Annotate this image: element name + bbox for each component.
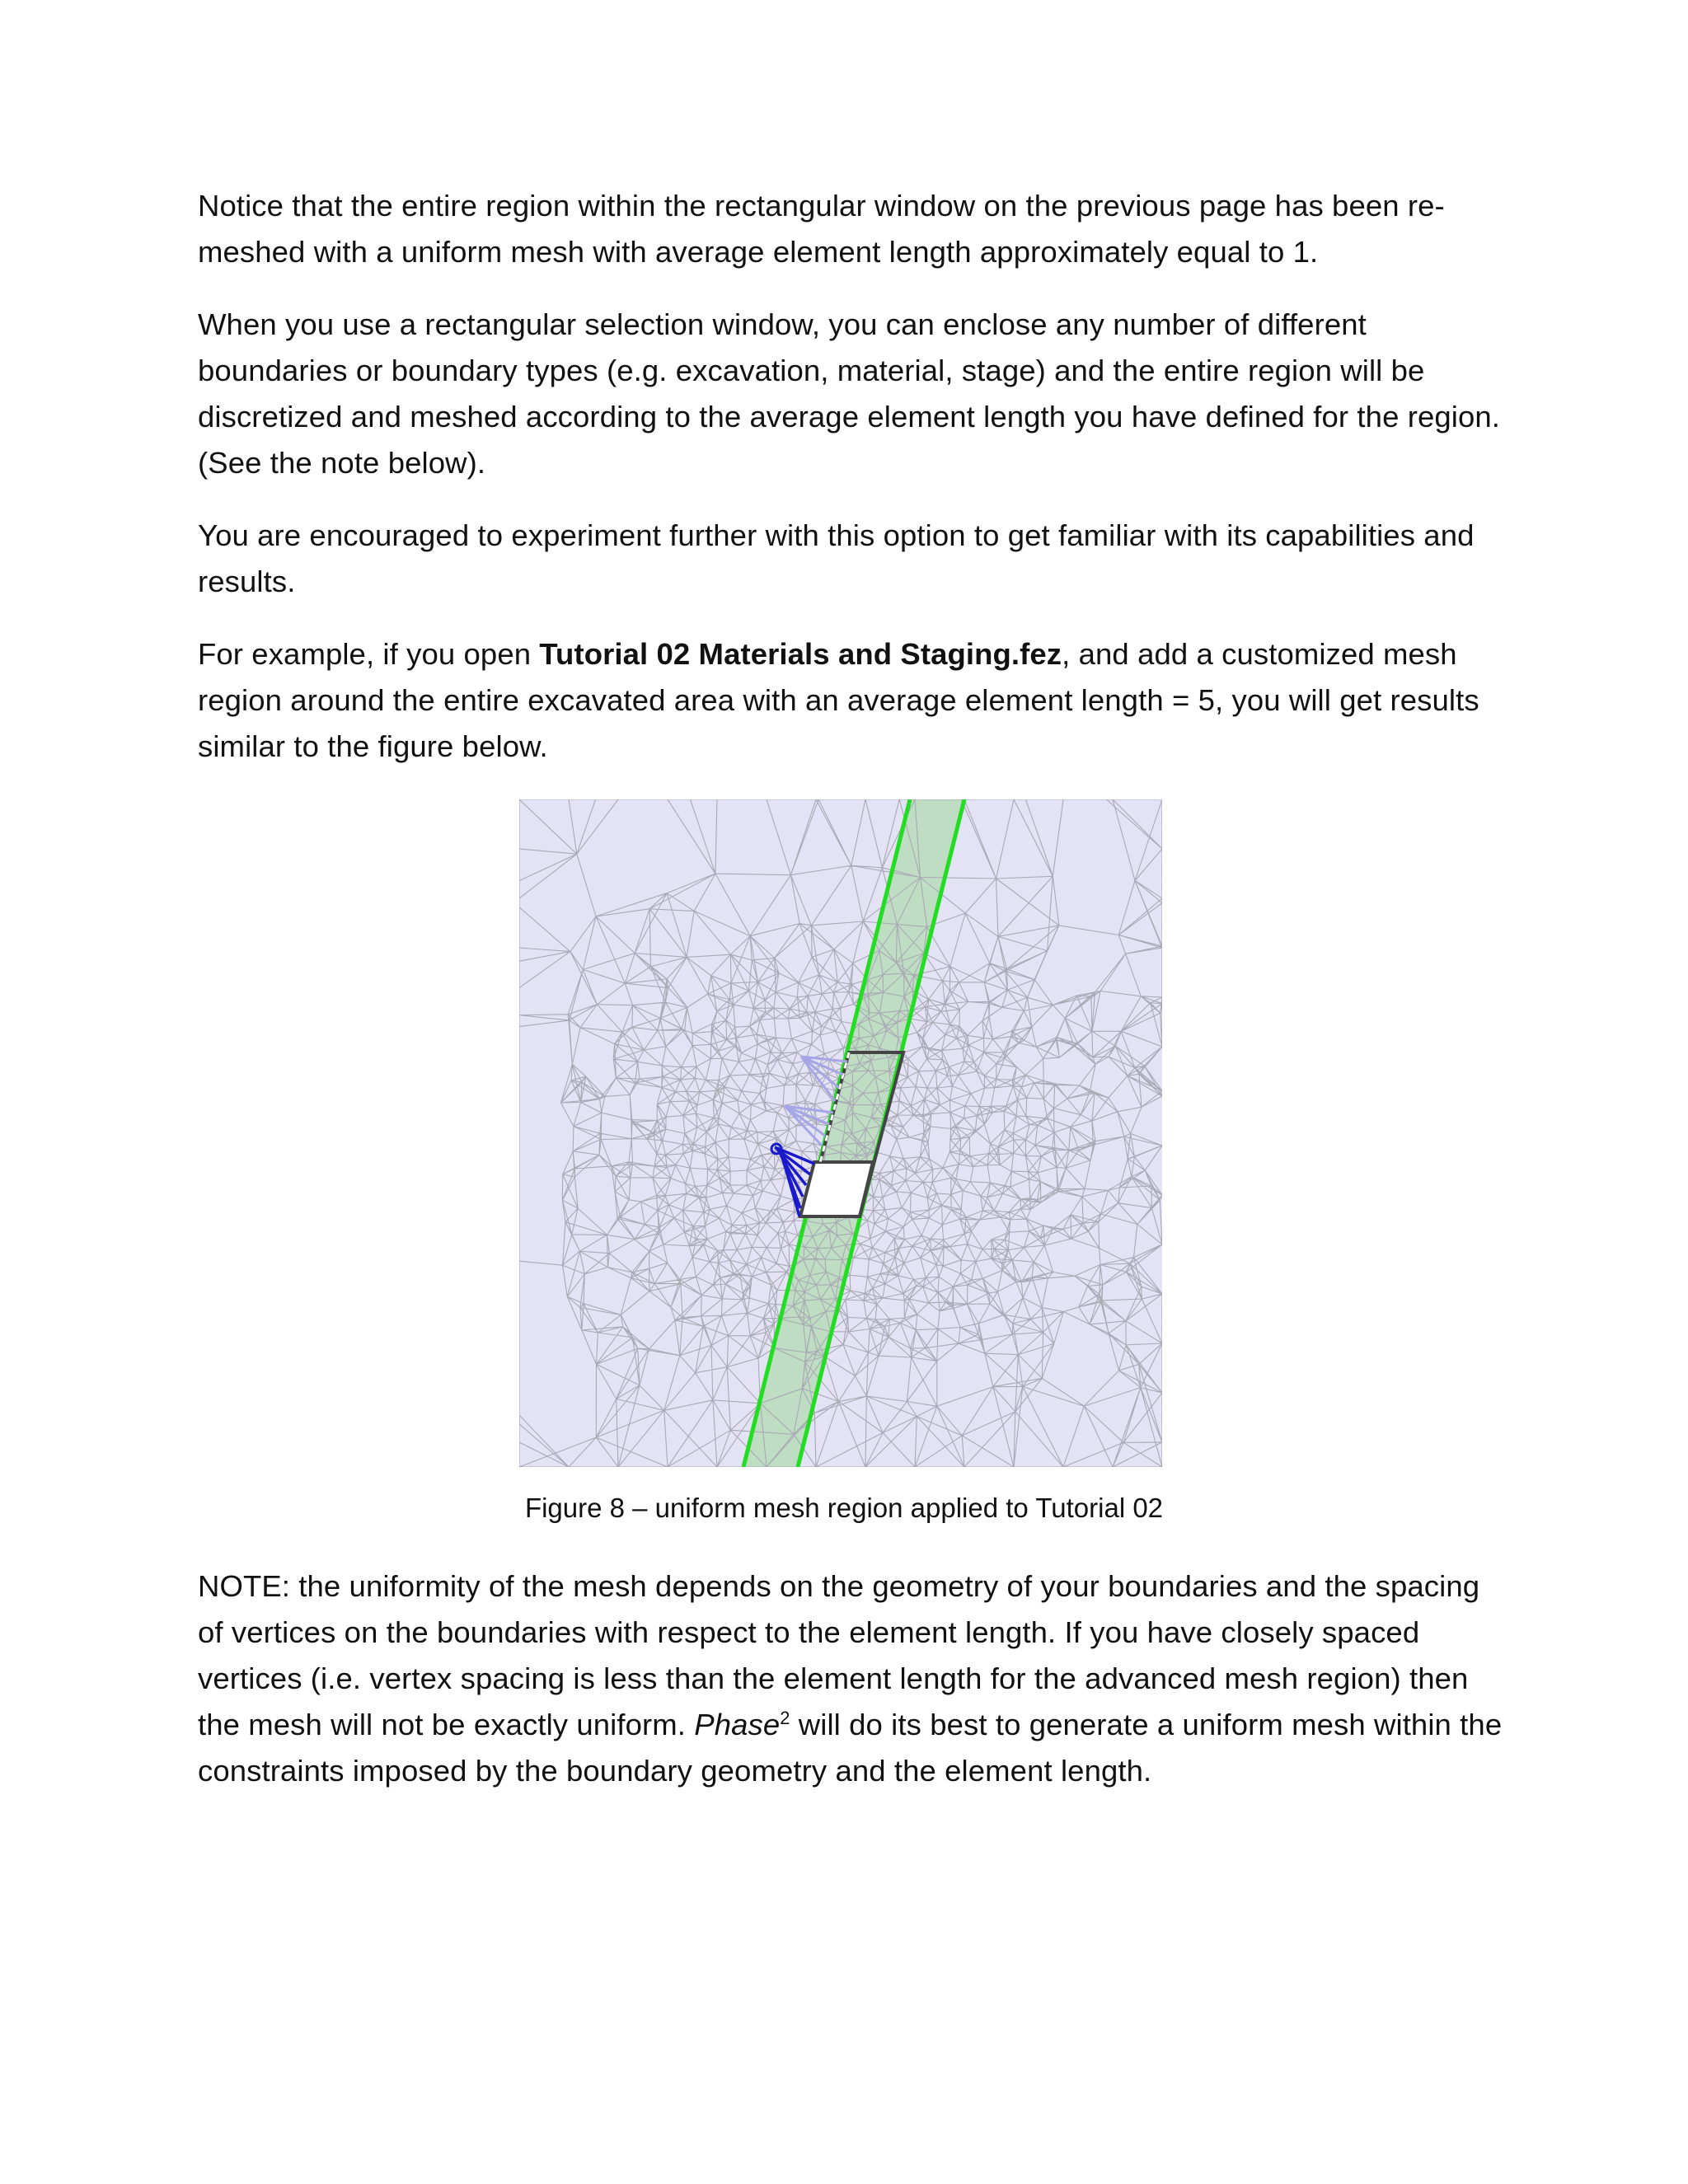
note-text-end: will do its best to generate a uniform mesh within the constraints imposed by the boundary geometry and the element length. bbox=[198, 1708, 1503, 1788]
software-name: Phase bbox=[694, 1708, 781, 1741]
note-section bbox=[198, 1563, 1508, 1821]
mesh-figure-image bbox=[519, 799, 1162, 1467]
paragraph-4-rest: , and add a customized mesh region around the entire excavated area with an average element length = 5, you will get results similar to the figure below. bbox=[198, 637, 1479, 763]
tutorial-file-name: Tutorial 02 Materials and Staging.fez bbox=[539, 637, 1062, 671]
body-text bbox=[198, 183, 1500, 796]
mesh-figure bbox=[519, 799, 1162, 1467]
excavation-opening bbox=[800, 1162, 873, 1216]
figure-caption: Figure 8 – uniform mesh region applied to Tutorial 02 bbox=[524, 1493, 1164, 1523]
paragraph-4-intro: For example, if you open bbox=[198, 637, 540, 671]
note-paragraph bbox=[198, 1563, 1508, 1794]
paragraph-2: When you use a rectangular selection window, you can enclose any number of different boundaries or boundary types (e.g. excavation, material, stage) and the entire region will be discretized and meshed according to the average element length you have defined for the region. (See the note below). bbox=[198, 307, 1501, 480]
note-text: NOTE: the uniformity of the mesh depends on the geometry of your boundaries and the spacing of vertices on the boundaries with respect to the element length. If you have closely spaced vertices (i.e. vertex spacing is less than the element length for the advanced mesh region) then the mesh will not be exactly uniform. bbox=[198, 1569, 1480, 1741]
software-superscript: 2 bbox=[780, 1707, 790, 1728]
paragraph-4 bbox=[198, 631, 1500, 770]
paragraph-1: Notice that the entire region within the rectangular window on the previous page has been re-meshed with a uniform mesh with average element length approximately equal to 1. bbox=[198, 189, 1445, 269]
paragraph-3: You are encouraged to experiment further with this option to get familiar with its capabilities and results. bbox=[198, 518, 1475, 598]
